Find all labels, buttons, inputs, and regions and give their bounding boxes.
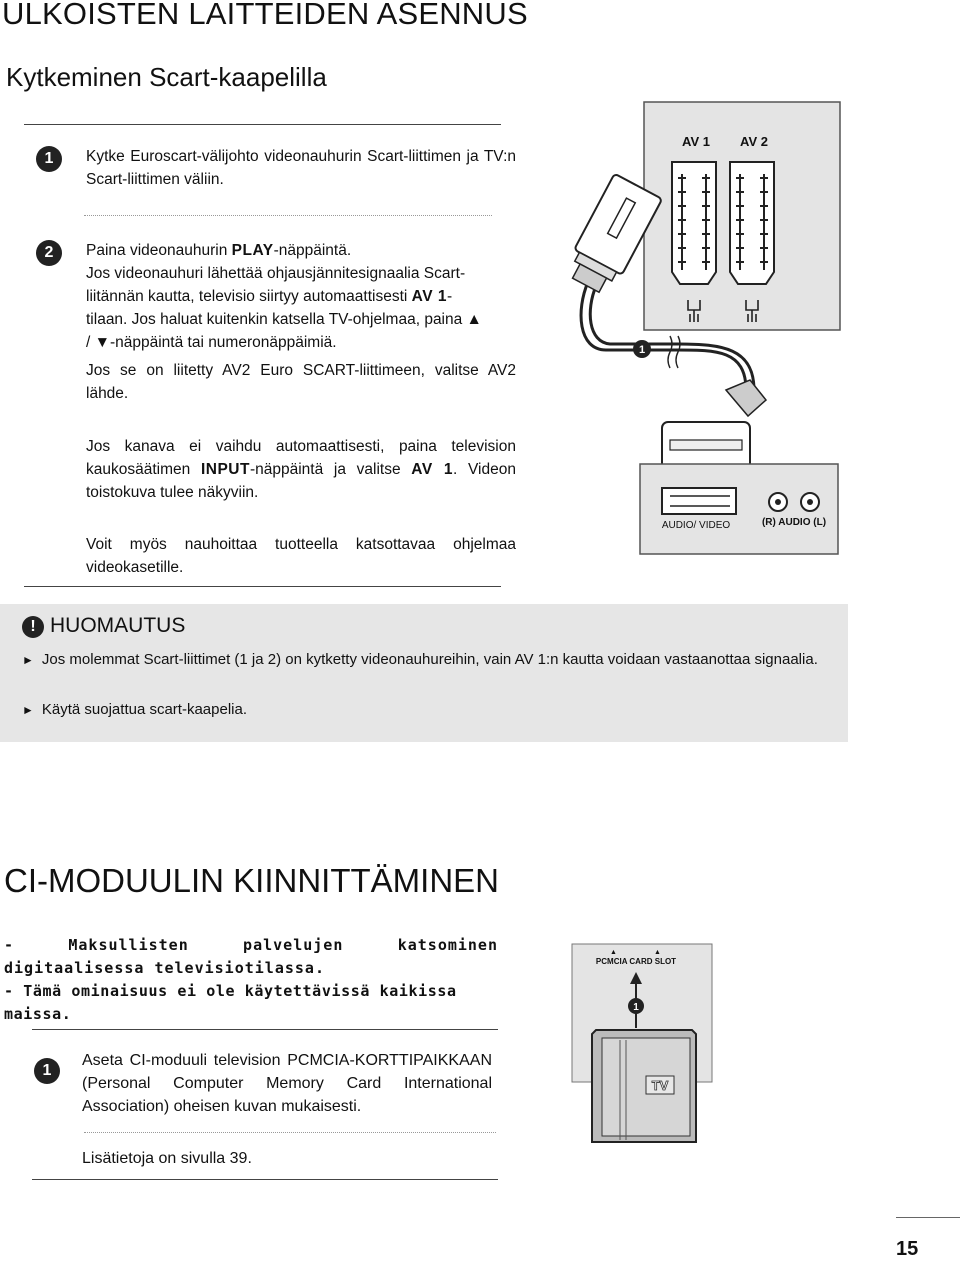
step-number-1: 1 [34,1058,60,1084]
bullet-arrow-icon: ► [22,703,34,717]
note-bullet-2 [22,698,822,722]
input-key-label: INPUT [200,461,250,478]
divider [32,1029,498,1030]
marker-1-label: 1 [633,1002,639,1013]
step-2-line-1-text: Paina videonauhurin [86,242,232,259]
play-key-label: PLAY [231,242,274,259]
av2-scart-socket [730,162,774,284]
ci-step-1-text: Aseta CI-moduuli television PCMCIA-KORTTIPAIKKAAN (Personal Computer Memory Card International Association) oheisen kuvan mukaisesti. [82,1052,492,1115]
note-bullet-1 [22,648,822,672]
slot-arrow-icon: ▲ [610,949,617,956]
note-bullet-2-text: Käytä suojattua scart-kaapelia. [41,701,248,718]
ci-module-diagram [560,940,720,1146]
audio-video-label: AUDIO/ VIDEO [661,520,731,531]
dotted-divider [84,215,492,216]
step-2-paragraph-5: Voit myös nauhoittaa tuotteella katsottavaa ohjelmaa videokasetille. [86,536,516,576]
more-info-text: Lisätietoja on sivulla 39. [82,1150,252,1167]
av1-scart-socket [672,162,716,284]
step-2-p4-suffix: . Videon toistokuva tulee näkyviin. [86,461,516,501]
tv-card-label: TV [651,1078,669,1093]
step-2-paragraph-4 [86,435,516,504]
section-2-title: CI-MODUULIN KIINNITTÄMINEN [4,862,499,899]
av1-label-2: AV 1 [411,461,453,478]
step-2-p2-suffix: -tilaan. Jos haluat kuitenkin katsella TV-ohjelmaa, paina ▲ / ▼-näppäintä tai numeronäppäimiä. [86,288,482,351]
pcmcia-slot-label: PCMCIA CARD SLOT [595,957,677,966]
note-title: HUOMAUTUS [50,614,186,637]
divider [24,586,501,587]
marker-1-label: 1 [638,344,646,356]
exclamation-icon: ! [22,616,44,638]
scart-plug-lower [662,380,766,470]
page-title: ULKOISTEN LAITTEIDEN ASENNUS [2,0,528,31]
step-2-p4-text: Jos kanava ei vaihdu automaattisesti, paina television kaukosäätimen [86,438,516,478]
bullet-arrow-icon: ► [22,653,34,667]
slot-arrow-icon: ▲ [654,949,661,956]
section-subtitle: Kytkeminen Scart-kaapelilla [6,62,327,92]
step-2-p4-mid: -näppäintä ja valitse [249,461,412,478]
scart-connection-diagram [566,100,846,560]
section-2-intro-1: - Maksullisten palvelujen katsominen digitaalisessa televisiotilassa. [4,936,498,977]
step-2-p2-text: Jos videonauhuri lähettää ohjausjännitesignaalia Scart-liitännän kautta, televisio siirtyy automaattisesti [86,265,466,305]
step-2-paragraph-2 [86,262,490,354]
av1-label: AV 1 [411,288,447,305]
audio-rl-label: (R) AUDIO (L) [761,517,827,528]
step-2-paragraph-3: Jos se on liitetty AV2 Euro SCART-liittimeen, valitse AV2 lähde. [86,362,516,402]
step-1-text: Kytke Euroscart-välijohto videonauhurin Scart-liittimen ja TV:n Scart-liittimen väliin. [86,148,516,188]
section-2-intro-2: - Tämä ominaisuus ei ole käytettävissä kaikissa maissa. [4,982,457,1023]
av1-connector-label: AV 1 [682,134,710,149]
divider [24,124,501,125]
dotted-divider [84,1132,496,1133]
step-number-1: 1 [36,146,62,172]
page-number-rule [896,1217,960,1218]
step-2-line-1-suffix: -näppäintä. [273,242,352,259]
step-2-line-1 [86,239,516,262]
step-number-2: 2 [36,240,62,266]
note-bullet-1-text: Jos molemmat Scart-liittimet (1 ja 2) on kytketty videonauhureihin, vain AV 1:n kautta voidaan vastaanottaa signaalia. [41,651,818,668]
page-number: 15 [896,1238,919,1260]
divider [32,1179,498,1180]
av2-connector-label: AV 2 [740,134,768,149]
